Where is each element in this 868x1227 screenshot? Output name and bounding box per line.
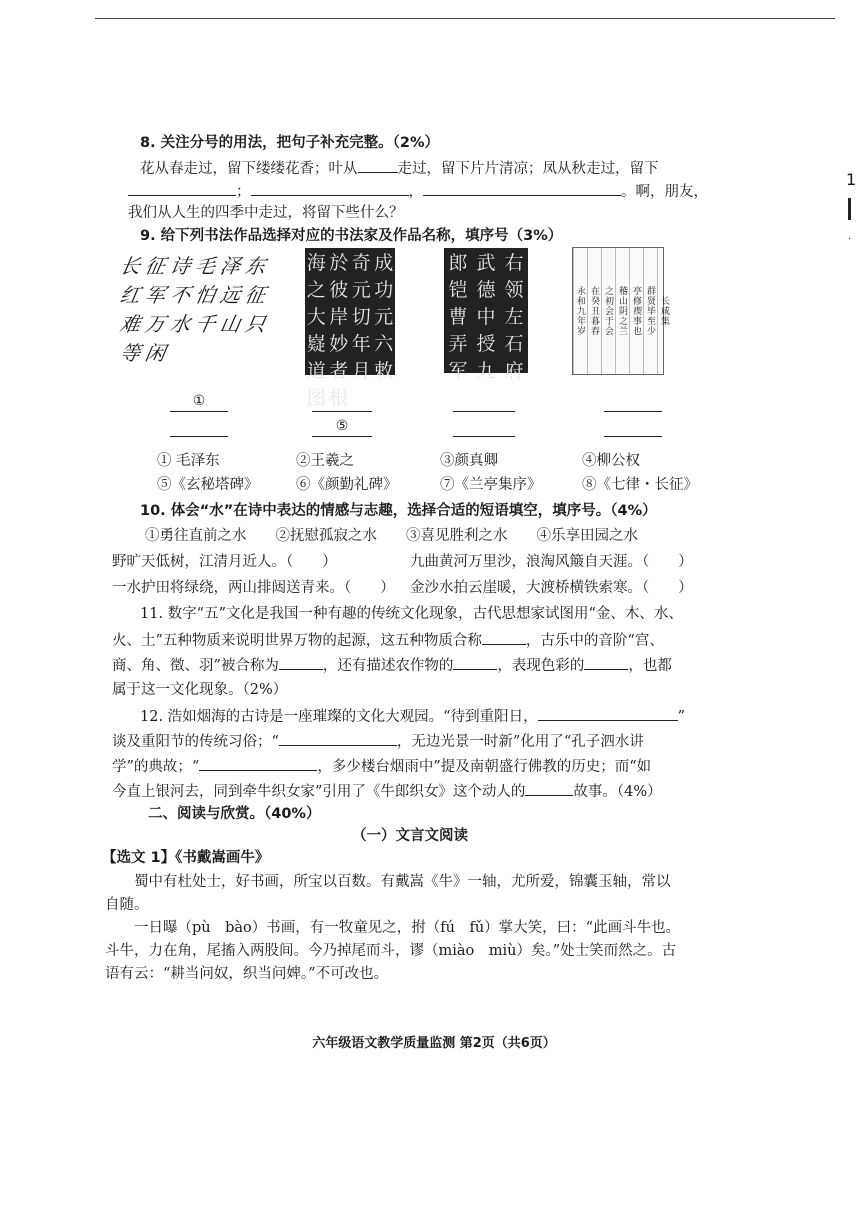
passage-p1-a: 蜀中有杜处士，好书画，所宝以百数。有戴嵩《牛》一轴，尤所爱，锦囊玉轴，常以: [134, 874, 671, 890]
calligraphy-char: 元: [351, 279, 371, 301]
q12-line4-a: 今直上银河去，同到牵牛织女家”引用了《牛郎织女》这个动人的: [112, 784, 526, 800]
q8-blank-4[interactable]: [423, 181, 621, 196]
q11-line4: 属于这一文化现象。（2%）: [112, 682, 288, 698]
calligraphy-char: 元: [374, 306, 394, 328]
passage-p2-c: 语有云：“耕当问奴，织当问婢。”不可改也。: [105, 966, 389, 982]
calligraphy-char: 切: [351, 306, 371, 328]
q12-line2: [112, 731, 644, 752]
calligraphy-char: 千: [193, 312, 218, 336]
calligraphy-char: 只: [243, 312, 268, 336]
q8-line2-c: 。啊，朋友，: [621, 184, 708, 200]
calligraphy-char: 东: [243, 254, 268, 278]
calligraphy-char: 成: [374, 252, 394, 274]
calligraphy-char: 石: [504, 333, 524, 355]
calligraphy-char: 武: [476, 252, 496, 274]
q11-line3-a: 商、角、徵、羽”被合称为: [112, 658, 279, 674]
q9-answer-1[interactable]: ①: [170, 393, 228, 412]
q11-line2-a: 火、土”五种物质来说明世界万物的起源，这五种物质合称: [112, 633, 482, 649]
top-rule: [95, 18, 835, 19]
calligraphy-char: 领: [504, 279, 524, 301]
calligraphy-char: 泽: [218, 254, 243, 278]
calligraphy-char: 万: [143, 312, 168, 336]
q10-options: ①勇往直前之水 ②抚慰孤寂之水 ③喜见胜利之水 ④乐享田园之水: [145, 528, 638, 544]
q9-answer-6[interactable]: ⑤: [312, 418, 372, 437]
q9-answer-3[interactable]: [453, 393, 515, 412]
q11-line3: [112, 655, 672, 676]
calligraphy-char: 奇: [351, 252, 371, 274]
q11-blank-4[interactable]: [584, 655, 628, 670]
calligraphy-char: 闲: [143, 341, 168, 365]
calligraphy-char: 德: [476, 279, 496, 301]
calligraphy-char: 军: [143, 283, 168, 307]
calligraphy-char: 根: [329, 387, 349, 409]
q12-line4-b: 故事。（4%）: [573, 784, 662, 800]
edge-mark: 1: [846, 170, 857, 189]
calligraphy-image-rubbing-2: [444, 248, 528, 382]
q10-poem-2[interactable]: 九曲黄河万里沙，浪淘风簸自天涯。（ ）: [410, 554, 693, 570]
manuscript-column: 在癸丑暮春: [587, 248, 601, 374]
calligraphy-char: 府: [504, 360, 524, 382]
calligraphy-char: 之: [306, 279, 326, 301]
q12-line2-b: ，无边光景一时新”化用了“孔子泗水讲: [396, 734, 644, 750]
calligraphy-char: 红: [118, 283, 143, 307]
manuscript-column: 永和九年岁: [573, 248, 587, 374]
calligraphy-char: 诗: [168, 254, 193, 278]
edge-mark-dot: ·: [848, 234, 852, 245]
q11-line3-b: ，还有描述农作物的: [322, 658, 454, 674]
calligraphy-char: 难: [118, 312, 143, 336]
q12-blank-2[interactable]: [279, 731, 397, 746]
q12-line1-a: 12. 浩如烟海的古诗是一座璀璨的文化大观园。“待到重阳日，: [140, 709, 538, 725]
q8-line2-a: ；: [236, 184, 251, 200]
manuscript-column: 稽山阴之兰: [615, 248, 629, 374]
manuscript-column: 之初会于会: [601, 248, 615, 374]
calligraphy-image-manuscript: [572, 247, 669, 375]
q9-answer-7[interactable]: [453, 418, 515, 437]
q9-option-5: ⑤《玄秘塔碑》: [157, 477, 259, 493]
q12-blank-3[interactable]: [199, 756, 317, 771]
calligraphy-char: 曹: [448, 306, 468, 328]
q12-line3-b: ，多少楼台烟雨中”提及南朝盛行佛教的历史；而“如: [317, 759, 652, 775]
q9-option-3: ③颜真卿: [440, 453, 498, 469]
q8-blank-3[interactable]: [251, 181, 409, 196]
calligraphy-char: 彼: [329, 279, 349, 301]
q8-line3: 我们从人生的四季中走过，将留下些什么？: [128, 205, 404, 221]
q12-line4: [112, 781, 662, 802]
calligraphy-char: 远: [218, 283, 243, 307]
calligraphy-char: 等: [118, 341, 143, 365]
calligraphy-char: 功: [374, 279, 394, 301]
edge-mark-bar: [848, 198, 851, 220]
q11-blank-3[interactable]: [453, 655, 497, 670]
calligraphy-char: 征: [143, 254, 168, 278]
manuscript-column: 亭修禊事也: [629, 248, 643, 374]
q9-option-6: ⑥《颜勤礼碑》: [296, 477, 398, 493]
q12-line3-a: 学”的典故；“: [112, 759, 200, 775]
passage-p2-b: 斗牛，力在角，尾搐入两股间。今乃掉尾而斗，谬（miào miù）矣。”处士笑而然之。古: [105, 943, 677, 959]
q9-answer-4[interactable]: [604, 393, 662, 412]
q8-blank-2[interactable]: [128, 181, 236, 196]
passage-title: 【选文 1】《书戴嵩画牛》: [102, 850, 270, 866]
q8-line1-a: 花从春走过，留下缕缕花香；叶从: [140, 161, 358, 177]
calligraphy-char: 海: [306, 252, 326, 274]
calligraphy-char: 不: [168, 283, 193, 307]
calligraphy-char: 长: [118, 254, 143, 278]
passage-p1-b: 自随。: [105, 897, 149, 913]
q9-answer-5[interactable]: [170, 418, 228, 437]
calligraphy-char: 妙: [329, 333, 349, 355]
q11-line2: [112, 630, 664, 651]
calligraphy-char: 山: [218, 312, 243, 336]
q12-blank-1[interactable]: [538, 706, 678, 721]
calligraphy-char: 六: [374, 333, 394, 355]
calligraphy-char: 中: [476, 306, 496, 328]
q9-answer-2[interactable]: [312, 393, 372, 412]
q11-blank-2[interactable]: [279, 655, 323, 670]
q9-option-1: ① 毛泽东: [157, 453, 220, 469]
section2-subtitle: （一）文言文阅读: [352, 828, 468, 844]
q12-line1-b: ”: [677, 709, 686, 725]
q12-line1: [140, 706, 685, 727]
calligraphy-char: 授: [476, 333, 496, 355]
calligraphy-char: 军: [448, 360, 468, 382]
q11-line1: 11. 数字“五”文化是我国一种有趣的传统文化现象，古代思想家试图用“金、木、水、: [140, 606, 683, 622]
calligraphy-char: 年: [351, 333, 371, 355]
calligraphy-char: 弄: [448, 333, 468, 355]
q12-line2-a: 谈及重阳节的传统习俗；“: [112, 734, 279, 750]
q11-line2-b: ，古乐中的音阶“宫、: [525, 633, 664, 649]
calligraphy-char: 岸: [329, 306, 349, 328]
calligraphy-char: 於: [329, 252, 349, 274]
passage-p2-a: 一日曝（pù bào）书画，有一牧童见之，拊（fú fǔ）掌大笑，曰：“此画斗牛也。: [134, 920, 681, 936]
page-footer: 六年级语文教学质量监测 第2页（共6页）: [312, 1036, 556, 1051]
q8-line2-b: ，: [408, 184, 423, 200]
q10-title: 10. 体会“水”在诗中表达的情感与志趣，选择合适的短语填空，填序号。（4%）: [140, 503, 657, 519]
calligraphy-char: 嶷: [306, 333, 326, 355]
q8-line1-b: 走过，留下片片清凉；凤从秋走过，留下: [397, 161, 659, 177]
manuscript-column: 群贤毕至少: [643, 248, 657, 374]
q10-poem-3[interactable]: 一水护田将绿绕，两山排闼送青来。（ ）: [112, 580, 395, 596]
calligraphy-char: 右: [504, 252, 524, 274]
q8-line2: [128, 181, 708, 202]
calligraphy-char: 大: [306, 306, 326, 328]
calligraphy-char: 铠: [448, 279, 468, 301]
calligraphy-char: 左: [504, 306, 524, 328]
calligraphy-char: 敕: [374, 360, 394, 382]
calligraphy-image-cursive: [118, 250, 268, 365]
calligraphy-char: 怕: [193, 283, 218, 307]
calligraphy-char: 郎: [448, 252, 468, 274]
calligraphy-char: 九: [476, 360, 496, 382]
q9-answer-8[interactable]: [604, 418, 662, 437]
calligraphy-image-rubbing-1: [305, 248, 395, 409]
q9-title: 9. 给下列书法作品选择对应的书法家及作品名称，填序号（3%）: [140, 228, 563, 244]
q9-option-4: ④柳公权: [582, 453, 640, 469]
calligraphy-char: 图: [306, 387, 326, 409]
q9-option-2: ②王羲之: [296, 453, 354, 469]
q12-blank-4[interactable]: [525, 781, 573, 796]
q11-line3-c: ，表现色彩的: [497, 658, 585, 674]
q10-poem-1[interactable]: 野旷天低树，江清月近人。（ ）: [112, 554, 337, 570]
manuscript-column: 长咸集: [657, 248, 671, 374]
q9-option-7: ⑦《兰亭集序》: [440, 477, 542, 493]
calligraphy-char: 月: [351, 360, 371, 382]
q11-line3-d: ，也都: [628, 658, 672, 674]
q8-blank-1[interactable]: [358, 158, 398, 173]
calligraphy-char: 水: [168, 312, 193, 336]
q10-poem-4[interactable]: 金沙水拍云崖暖，大渡桥横铁索寒。（ ）: [410, 580, 693, 596]
q12-line3: [112, 756, 651, 777]
section2-title: 二、阅读与欣赏。（40%）: [148, 806, 321, 822]
q8-title: 8. 关注分号的用法，把句子补充完整。（2%）: [140, 135, 440, 151]
q8-line1: [140, 158, 659, 179]
calligraphy-char: 征: [243, 283, 268, 307]
q9-option-8: ⑧《七律・长征》: [582, 477, 698, 493]
calligraphy-char: 毛: [193, 254, 218, 278]
calligraphy-char: 者: [329, 360, 349, 382]
q11-blank-1[interactable]: [482, 630, 526, 645]
calligraphy-char: 道: [306, 360, 326, 382]
